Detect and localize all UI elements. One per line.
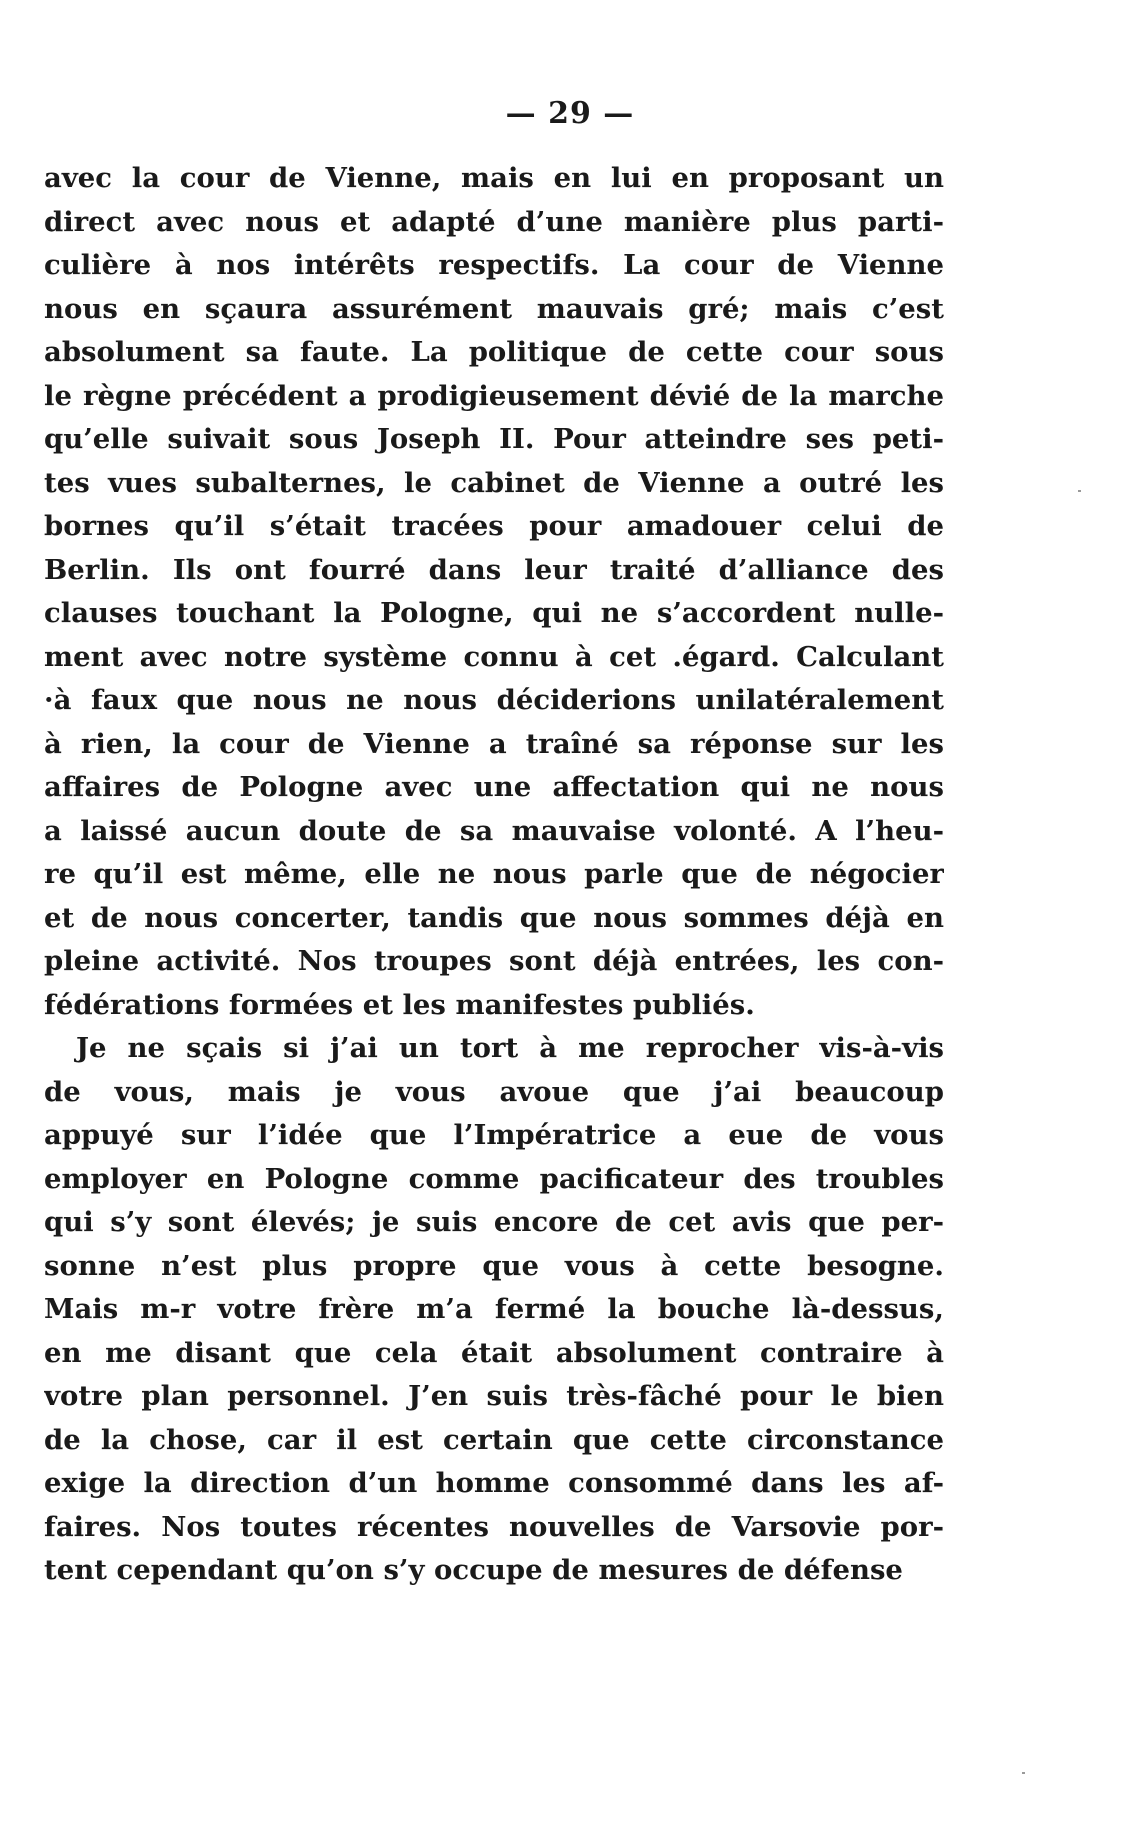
paragraph (44, 1027, 944, 1593)
text-line: clauses touchant la Pologne, qui ne s’accordent nulle- (44, 597, 944, 629)
body-text (44, 157, 944, 1593)
text-line: tes vues subalternes, le cabinet de Vienne a outré les (44, 466, 944, 499)
text-line: Je ne sçais si j’ai un tort à me reprocher vis-à-vis (76, 1032, 944, 1064)
text-line: à rien, la cour de Vienne a traîné sa réponse sur les (44, 727, 944, 760)
text-line: absolument sa faute. La politique de cette cour sous (44, 336, 944, 368)
text-line: qu’elle suivait sous Joseph II. Pour atteindre ses peti- (44, 423, 944, 455)
text-line: employer en Pologne comme pacificateur des troubles (44, 1162, 944, 1195)
text-line: votre plan personnel. J’en suis très-fâché pour le bien (44, 1380, 944, 1412)
text-line: affaires de Pologne avec une affectation qui ne nous (44, 771, 944, 803)
text-line: direct avec nous et adapté d’une manière plus parti- (44, 205, 944, 238)
text-line: appuyé sur l’idée que l’Impératrice a eue de vous (44, 1119, 944, 1151)
text-line: fédérations formées et les manifestes publiés. (44, 988, 755, 1021)
text-line: faires. Nos toutes récentes nouvelles de Varsovie por- (44, 1510, 944, 1543)
page-number: — 29 — (505, 96, 635, 131)
text-line: Berlin. Ils ont fourré dans leur traité d’alliance des (44, 553, 944, 586)
scan-speck (1022, 1772, 1025, 1774)
text-line: en me disant que cela était absolument contraire à (44, 1336, 944, 1369)
text-line: de la chose, car il est certain que cette circonstance (44, 1423, 944, 1456)
text-line: bornes qu’il s’était tracées pour amadouer celui de (44, 510, 944, 542)
scan-speck (1078, 490, 1081, 492)
text-line: et de nous concerter, tandis que nous sommes déjà en (44, 901, 944, 934)
text-line: Mais m-r votre frère m’a fermé la bouche là-dessus, (44, 1293, 944, 1325)
text-line: ment avec notre système connu à cet .égard. Calculant (44, 640, 944, 673)
text-line: de vous, mais je vous avoue que j’ai beaucoup (44, 1075, 944, 1108)
text-line: re qu’il est même, elle ne nous parle que de négocier (44, 858, 944, 890)
text-line: a laissé aucun doute de sa mauvaise volonté. A l’heu- (44, 814, 944, 847)
text-line: avec la cour de Vienne, mais en lui en proposant un (44, 162, 944, 194)
text-line: culière à nos intérêts respectifs. La cour de Vienne (44, 249, 944, 281)
text-line: ·à faux que nous ne nous déciderions unilatéralement (44, 684, 944, 716)
text-line: exige la direction d’un homme consommé dans les af- (44, 1467, 944, 1499)
text-line: nous en sçaura assurément mauvais gré; mais c’est (44, 292, 944, 325)
text-line: le règne précédent a prodigieusement dévié de la marche (44, 379, 944, 412)
text-line: sonne n’est plus propre que vous à cette besogne. (44, 1249, 944, 1282)
text-line: qui s’y sont élevés; je suis encore de cet avis que per- (44, 1206, 944, 1238)
paragraph (44, 157, 944, 1027)
text-line: tent cependant qu’on s’y occupe de mesures de défense (44, 1554, 903, 1586)
text-line: pleine activité. Nos troupes sont déjà entrées, les con- (44, 945, 944, 977)
